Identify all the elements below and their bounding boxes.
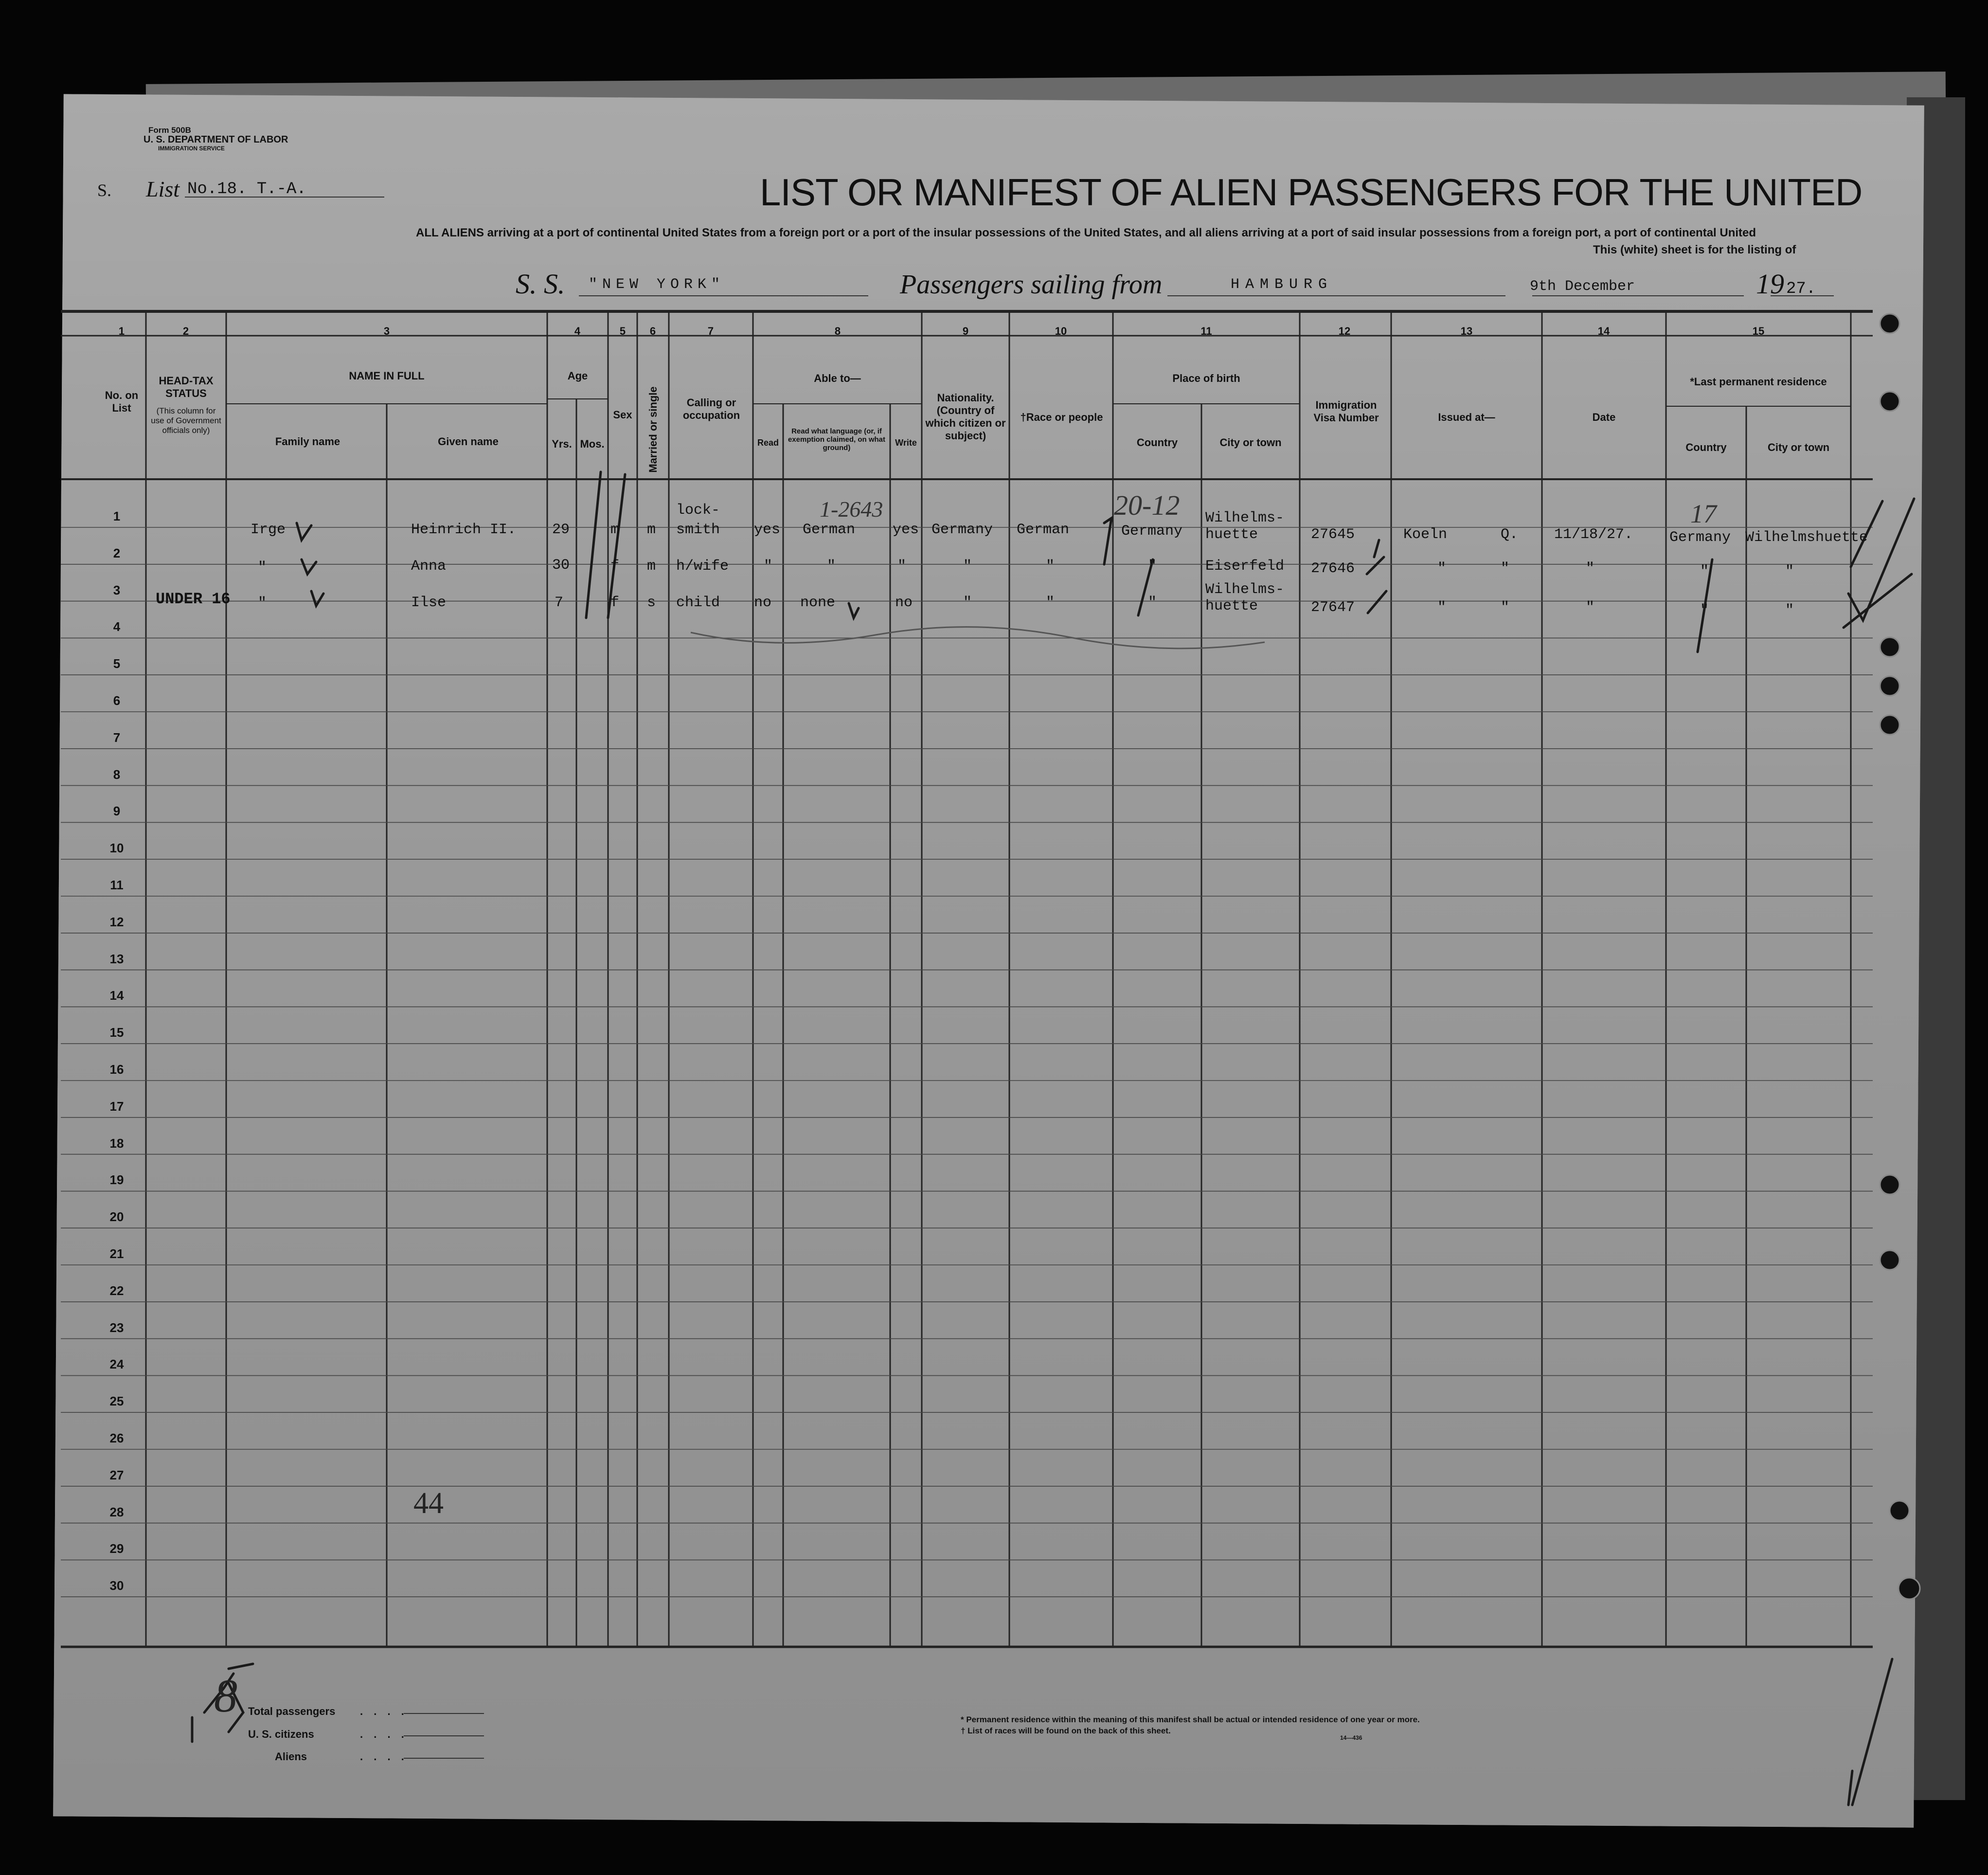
header-race: †Race or people xyxy=(1020,411,1103,423)
row-3-race: " xyxy=(1046,595,1055,611)
row-number: 6 xyxy=(113,693,121,708)
row-2-married: m xyxy=(647,558,656,575)
row-2-given: Anna xyxy=(411,558,447,575)
footer-note-races: † List of races will be found on the back of this sheet. xyxy=(961,1726,1171,1735)
row-3-write: no xyxy=(895,595,913,611)
ship-name: "NEW YORK" xyxy=(589,276,725,293)
footer-note-residence: * Permanent residence within the meaning of this manifest shall be actual or intended residence of one year or more. xyxy=(961,1715,1420,1724)
row-number: 28 xyxy=(109,1504,124,1519)
header-head-tax: HEAD-TAX STATUS xyxy=(159,375,214,399)
row-3-read: no xyxy=(754,595,772,611)
row-3-birth-city: Wilhelms- xyxy=(1205,581,1285,598)
header-married: Married or single xyxy=(647,386,659,473)
departure-port: HAMBURG xyxy=(1231,276,1333,293)
header-read-language: Read what language (or, if exemption claimed, on what ground) xyxy=(788,427,886,452)
row-1-yrs: 29 xyxy=(552,522,570,538)
row-3-res-city: " xyxy=(1785,602,1794,619)
row-number: 15 xyxy=(109,1025,124,1040)
row-3-q: " xyxy=(1501,599,1510,616)
footer-aliens: Aliens xyxy=(275,1750,307,1763)
column-number-10: 10 xyxy=(1055,325,1067,337)
column-number-13: 13 xyxy=(1460,325,1473,337)
row-number: 9 xyxy=(113,804,121,819)
header-calling: Calling or occupation xyxy=(682,397,740,421)
row-number: 13 xyxy=(109,951,124,966)
row-1-race: German xyxy=(1017,522,1070,538)
header-head-tax-note: (This column for use of Government officials only) xyxy=(151,406,221,435)
header-nationality: Nationality. (Country of which citizen or subject) xyxy=(925,392,1006,442)
row-2-birth-city: Eiserfeld xyxy=(1205,558,1285,575)
row-1-res-country: Germany xyxy=(1669,529,1731,546)
list-number: No.18. T.-A. xyxy=(187,180,306,198)
row-number: 17 xyxy=(109,1099,124,1114)
row-1-married: m xyxy=(647,522,656,538)
column-number-5: 5 xyxy=(619,325,626,337)
row-3-calling: child xyxy=(676,595,720,611)
row-3-yrs: 7 xyxy=(555,595,564,611)
row-3-sex: f xyxy=(610,595,620,611)
row-3-married: s xyxy=(647,595,656,611)
column-number-8: 8 xyxy=(834,325,841,337)
footer-aliens-dots: . . . . xyxy=(360,1750,408,1763)
row-number: 10 xyxy=(109,841,124,856)
column-number-14: 14 xyxy=(1597,325,1610,337)
header-birth-city: City or town xyxy=(1219,436,1282,449)
row-number: 29 xyxy=(109,1541,124,1556)
sailing-date: 9th December xyxy=(1530,278,1635,295)
row-number: 4 xyxy=(113,619,121,634)
column-number-15: 15 xyxy=(1752,325,1765,337)
footer-form-code: 14—436 xyxy=(1340,1734,1362,1741)
manifest-title: LIST OR MANIFEST OF ALIEN PASSENGERS FOR THE UNITED xyxy=(760,171,1863,214)
header-mos: Mos. xyxy=(580,438,605,450)
row-1-birth-city-2: huette xyxy=(1205,526,1258,543)
row-1-date: 11/18/27. xyxy=(1554,526,1633,543)
manifest-subtitle-2: This (white) sheet is for the listing of xyxy=(1593,243,1796,256)
row-3-headtax: UNDER 16 xyxy=(156,590,231,608)
header-visa-number: Immigration Visa Number xyxy=(1313,399,1379,424)
row-3-language: none xyxy=(800,595,836,611)
sailing-label: Passengers sailing from xyxy=(900,270,1163,300)
row-3-birth-city-2: huette xyxy=(1205,598,1258,614)
row-2-write: " xyxy=(897,558,907,575)
column-number-6: 6 xyxy=(649,325,656,337)
row-1-calling: lock- xyxy=(676,502,720,519)
row-number: 3 xyxy=(113,582,121,597)
row-number: 18 xyxy=(109,1136,124,1151)
row-number: 1 xyxy=(113,509,121,523)
column-number-2: 2 xyxy=(182,325,189,337)
row-1-res-city: Wilhelmshuette xyxy=(1745,529,1868,546)
row-3-date: " xyxy=(1586,599,1595,616)
row-2-date: " xyxy=(1586,560,1595,577)
year-suffix: 27. xyxy=(1786,280,1816,298)
manifest-subtitle: ALL ALIENS arriving at a port of continental United States from a foreign port or a port of the insular possessions of the United States, and all aliens arriving at a port of said insular possessions from a foreign port, a port of continental United xyxy=(416,226,1756,239)
row-number: 24 xyxy=(109,1357,124,1372)
header-given-name: Given name xyxy=(438,435,499,448)
header-residence-city: City or town xyxy=(1767,441,1830,453)
header-read: Read xyxy=(757,438,779,448)
row-2-res-city: " xyxy=(1785,563,1794,580)
footer-citizens-dots: . . . . xyxy=(360,1728,408,1740)
row-2-birth-country: " xyxy=(1148,558,1157,575)
form-number: Form 500B xyxy=(148,126,191,135)
header-birth-country: Country xyxy=(1136,436,1178,449)
row-number: 2 xyxy=(113,545,121,560)
header-last-residence: *Last permanent residence xyxy=(1690,376,1827,388)
row-number: 26 xyxy=(109,1431,124,1445)
handwritten-birth-annotation: 20-12 xyxy=(1114,489,1180,521)
row-2-yrs: 30 xyxy=(552,557,570,574)
row-3-res-country: " xyxy=(1700,602,1709,619)
header-able-to: Able to— xyxy=(814,372,861,384)
row-1-write: yes xyxy=(893,522,919,538)
row-number: 12 xyxy=(109,914,124,929)
header-write: Write xyxy=(895,438,917,448)
row-2-family: " xyxy=(258,559,267,576)
footer-us-citizens: U. S. citizens xyxy=(248,1728,314,1740)
column-number-3: 3 xyxy=(383,325,390,337)
row-2-sex: f xyxy=(610,558,620,575)
header-sex: Sex xyxy=(613,409,632,421)
row-2-calling: h/wife xyxy=(676,558,729,575)
row-number: 23 xyxy=(109,1320,124,1335)
column-number-4: 4 xyxy=(574,325,581,337)
list-label: List xyxy=(146,177,180,201)
row-number: 21 xyxy=(109,1246,124,1261)
header-date: Date xyxy=(1592,411,1616,423)
row-1-issued: Koeln xyxy=(1403,526,1448,543)
column-number-11: 11 xyxy=(1200,325,1212,337)
row-1-birth-city: Wilhelms- xyxy=(1205,510,1285,526)
footer-total-dots: . . . . xyxy=(360,1705,408,1717)
page-number-annotation: 44 xyxy=(413,1487,444,1520)
row-number: 30 xyxy=(109,1578,124,1593)
row-3-issued: " xyxy=(1437,599,1447,616)
header-residence-country: Country xyxy=(1685,441,1727,453)
column-number-9: 9 xyxy=(962,325,969,337)
ss-label: S. S. xyxy=(516,268,565,300)
handwritten-residence-annotation: 17 xyxy=(1690,499,1717,528)
s-mark: S. xyxy=(97,180,112,200)
row-3-family: " xyxy=(258,595,267,612)
row-3-birth-country: " xyxy=(1148,595,1157,611)
row-1-family: Irge xyxy=(251,522,286,538)
row-number: 14 xyxy=(109,988,124,1003)
row-2-read: " xyxy=(764,558,773,575)
row-1-calling-2: smith xyxy=(676,522,720,538)
column-number-7: 7 xyxy=(707,325,714,337)
row-1-language: German xyxy=(803,522,856,538)
row-2-language: " xyxy=(827,558,836,575)
header-yrs: Yrs. xyxy=(552,438,572,450)
row-number: 16 xyxy=(109,1062,124,1077)
department-label: U. S. DEPARTMENT OF LABOR xyxy=(143,134,288,145)
column-number-12: 12 xyxy=(1338,325,1351,337)
header-family-name: Family name xyxy=(275,435,340,448)
handwritten-visa-annotation: 1-2643 xyxy=(820,497,883,522)
row-2-visa: 27646 xyxy=(1311,560,1355,577)
header-age: Age xyxy=(567,370,588,382)
header-issued-at: Issued at— xyxy=(1438,411,1495,423)
row-3-visa: 27647 xyxy=(1311,599,1355,616)
total-passengers-annotation: 8 xyxy=(214,1670,237,1722)
row-2-res-country: " xyxy=(1700,563,1709,580)
header-name-in-full: NAME IN FULL xyxy=(349,370,425,382)
row-number: 7 xyxy=(113,730,121,745)
year-prefix: 19 xyxy=(1756,268,1784,300)
column-number-1: 1 xyxy=(118,325,125,337)
row-number: 20 xyxy=(109,1209,124,1225)
row-1-q: Q. xyxy=(1501,526,1519,543)
row-number: 27 xyxy=(109,1467,124,1482)
header-no-on-list: No. on List xyxy=(105,389,139,414)
row-3-nationality: " xyxy=(963,595,972,611)
row-1-nationality: Germany xyxy=(931,522,993,538)
row-1-birth-country: Germany xyxy=(1121,523,1183,540)
row-number: 25 xyxy=(109,1394,124,1409)
row-1-visa: 27645 xyxy=(1311,526,1355,543)
row-1-given: Heinrich II. xyxy=(411,522,517,538)
row-number: 11 xyxy=(110,878,124,892)
service-label: IMMIGRATION SERVICE xyxy=(158,145,225,152)
row-2-nationality: " xyxy=(963,558,972,575)
row-2-q: " xyxy=(1501,560,1510,577)
row-number: 19 xyxy=(109,1172,124,1188)
row-1-sex: m xyxy=(610,522,620,538)
footer-total-passengers: Total passengers xyxy=(248,1705,336,1717)
row-number: 8 xyxy=(113,767,121,782)
row-number: 5 xyxy=(113,656,121,671)
row-2-race: " xyxy=(1046,558,1055,575)
row-number: 22 xyxy=(109,1283,124,1298)
row-2-issued: " xyxy=(1437,560,1447,577)
row-1-read: yes xyxy=(754,522,781,538)
header-place-of-birth: Place of birth xyxy=(1172,372,1240,384)
row-3-given: Ilse xyxy=(411,595,447,611)
